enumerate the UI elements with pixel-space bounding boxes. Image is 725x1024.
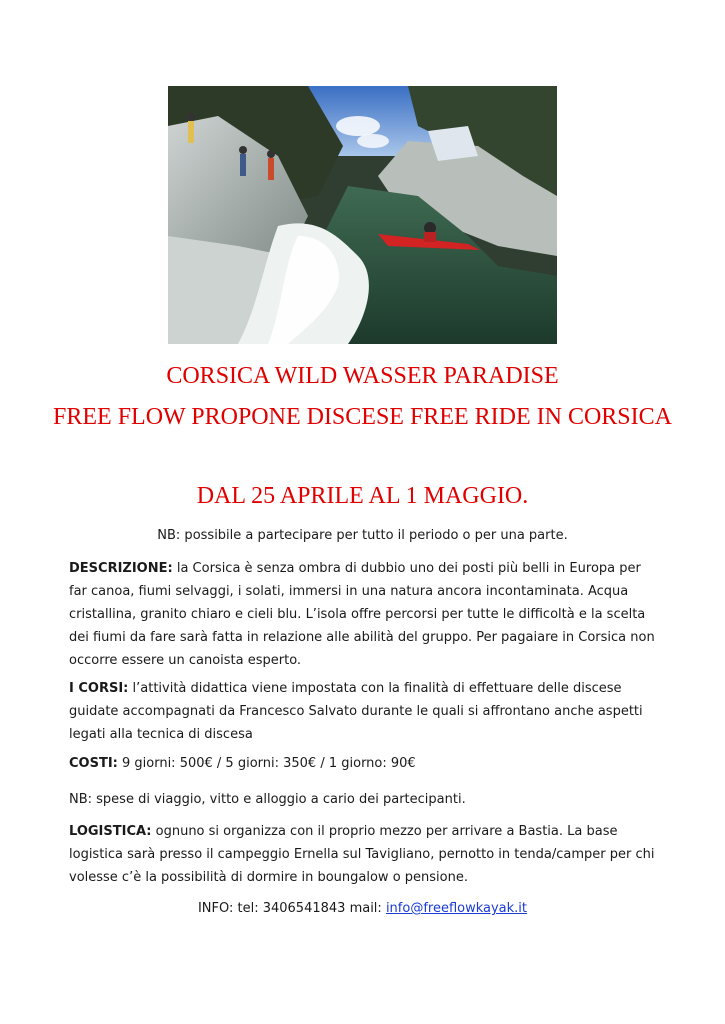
title-line-2: FREE FLOW PROPONE DISCESE FREE RIDE IN CORSICA <box>53 404 672 430</box>
email-link[interactable]: info@freeflowkayak.it <box>385 901 528 916</box>
kayak-river-photo <box>168 86 557 344</box>
section-corsi <box>69 677 659 746</box>
corsi-text: l’attività didattica viene impostata con la finalità di effettuare delle discese guidate accompagnati da Francesco Salvato durante le quali si affrontano anche aspetti legati alla tecnica di discesa <box>69 681 643 742</box>
note-expenses: NB: spese di viaggio, vitto e alloggio a cario dei partecipanti. <box>69 792 466 807</box>
descrizione-text: la Corsica è senza ombra di dubbio uno dei posti più belli in Europa per far canoa, fiumi selvaggi, i solati, immersi in una natura ancora incontaminata. Acqua cristallina, granito chiaro e cieli blu. L’isola offre percorsi per tutte le difficoltà e la scelta dei fiumi da fare sarà fatta in relazione alle abilità del gruppo. Per pagaiare in Corsica non occorre essere un canoista esperto. <box>69 561 655 668</box>
costi-text: 9 giorni: 500€ / 5 giorni: 350€ / 1 giorno: 90€ <box>117 756 416 771</box>
note-partial-participation: NB: possibile a partecipare per tutto il periodo o per una parte. <box>157 528 568 543</box>
section-descrizione <box>69 557 659 672</box>
contact-phone-text: INFO: tel: 3406541843 mail: <box>197 901 386 916</box>
descrizione-label: DESCRIZIONE: <box>69 561 173 576</box>
logistica-label: LOGISTICA: <box>69 824 152 839</box>
corsi-label: I CORSI: <box>69 681 129 696</box>
title-dates: DAL 25 APRILE AL 1 MAGGIO. <box>196 483 529 509</box>
logistica-text: ognuno si organizza con il proprio mezzo per arrivare a Bastia. La base logistica sarà presso il campeggio Ernella sul Tavigliano, pernotto in tenda/camper per chi volesse c’è la possibilità di dormire in boungalow o pensione. <box>69 824 655 885</box>
section-costi <box>69 752 659 775</box>
contact-info <box>40 897 685 920</box>
costi-label: COSTI: <box>69 756 118 771</box>
section-logistica <box>69 820 659 889</box>
title-line-1: CORSICA WILD WASSER PARADISE <box>166 363 559 389</box>
